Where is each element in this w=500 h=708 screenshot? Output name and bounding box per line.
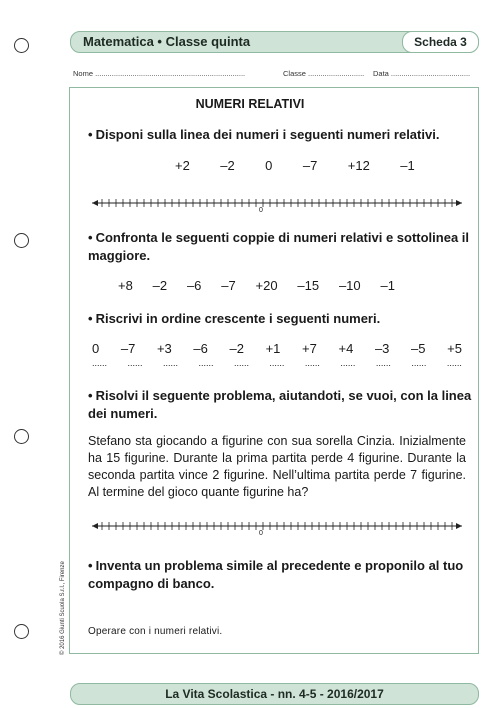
task-4-text: Risolvi il seguente problema, aiutandoti, se vuoi, con la linea dei numeri.: [88, 388, 472, 421]
subject-title: Matematica • Classe quinta: [83, 34, 251, 49]
number-line-svg: [88, 518, 466, 540]
answer-blank[interactable]: ......: [304, 358, 320, 368]
answer-blank[interactable]: ......: [198, 358, 214, 368]
sequence-number: +7: [302, 341, 317, 356]
answer-blank[interactable]: ......: [446, 358, 462, 368]
date-field[interactable]: Data ......................................: [373, 69, 471, 78]
sequence-number: 0: [92, 341, 100, 356]
sequence-number: +1: [265, 341, 281, 356]
number-line-2[interactable]: [88, 518, 466, 540]
footer-bar: La Vita Scolastica - nn. 4-5 - 2016/2017: [70, 683, 479, 705]
task-3-row: [92, 341, 462, 368]
answer-blank[interactable]: ......: [375, 358, 391, 368]
sequence-number: +4: [338, 341, 354, 356]
answer-blank[interactable]: ......: [127, 358, 143, 368]
bullet: •: [88, 127, 93, 142]
answer-blank[interactable]: ......: [269, 358, 285, 368]
task-4: [88, 387, 473, 423]
number-line-svg: [88, 195, 466, 217]
task-5-text: Inventa un problema simile al precedente e proponilo al tuo compagno di banco.: [88, 558, 464, 591]
sequence-number: –5: [411, 341, 426, 356]
binder-hole: [14, 429, 29, 444]
arrow-head: [92, 200, 98, 206]
answer-blank[interactable]: ......: [411, 358, 427, 368]
task-3-text: Riscrivi in ordine crescente i seguenti numeri.: [95, 311, 381, 326]
zero-label: 0: [259, 530, 263, 537]
answer-blank[interactable]: ......: [233, 358, 249, 368]
binder-hole: [14, 38, 29, 53]
sequence-number: +5: [447, 341, 462, 356]
header-bar: [70, 31, 479, 53]
bullet: •: [88, 558, 93, 573]
sequence-number: +3: [156, 341, 172, 356]
worksheet-heading: NUMERI RELATIVI: [195, 97, 305, 111]
worksheet-badge: Scheda 3: [402, 31, 479, 53]
task-5: [88, 557, 473, 593]
sequence-number: –7: [120, 341, 136, 356]
sequence-number: –6: [193, 341, 208, 356]
sequence-number: –3: [374, 341, 390, 356]
task-1-text: Disponi sulla linea dei numeri i seguenti numeri relativi.: [95, 127, 440, 142]
task-2-numbers: +8 –2 –6 –7 +20 –15 –10 –1: [118, 278, 395, 293]
task-3-blanks: [92, 358, 462, 368]
answer-blank[interactable]: ......: [92, 358, 108, 368]
number-line-1[interactable]: [88, 195, 466, 217]
sequence-number: –2: [229, 341, 244, 356]
problem-text: Stefano sta giocando a figurine con sua sorella Cinzia. Inizialmente ha 15 figurine. Durante la prima partita perde 4 figurine. Durante la seconda partita vince 2 figurine. Nell’ultima partita perde 7 figurine. Al termine del gioco quante figurine ha?: [88, 434, 466, 499]
zero-label: 0: [259, 207, 263, 214]
task-2-text: Confronta le seguenti coppie di numeri relativi e sottolinea il maggiore.: [88, 230, 470, 263]
task-3: [88, 310, 473, 328]
arrow-head: [456, 200, 462, 206]
copyright-note: © 2016 Giunti Scuola S.r.l., Firenze: [60, 561, 66, 655]
learning-objective: Operare con i numeri relativi.: [88, 626, 223, 637]
answer-blank[interactable]: ......: [340, 358, 356, 368]
binder-hole: [14, 233, 29, 248]
bullet: •: [88, 311, 93, 326]
task-1: [88, 126, 473, 144]
task-3-numbers: [92, 341, 462, 356]
class-field[interactable]: Classe ...........................: [283, 69, 365, 78]
bullet: •: [88, 388, 93, 403]
answer-blank[interactable]: ......: [162, 358, 178, 368]
task-1-numbers: +2 –2 0 –7 +12 –1: [175, 158, 415, 173]
binder-hole: [14, 624, 29, 639]
arrow-head: [456, 523, 462, 529]
arrow-head: [92, 523, 98, 529]
bullet: •: [88, 230, 93, 245]
name-field[interactable]: Nome ........................................................................: [73, 69, 246, 78]
task-2: [88, 229, 473, 265]
